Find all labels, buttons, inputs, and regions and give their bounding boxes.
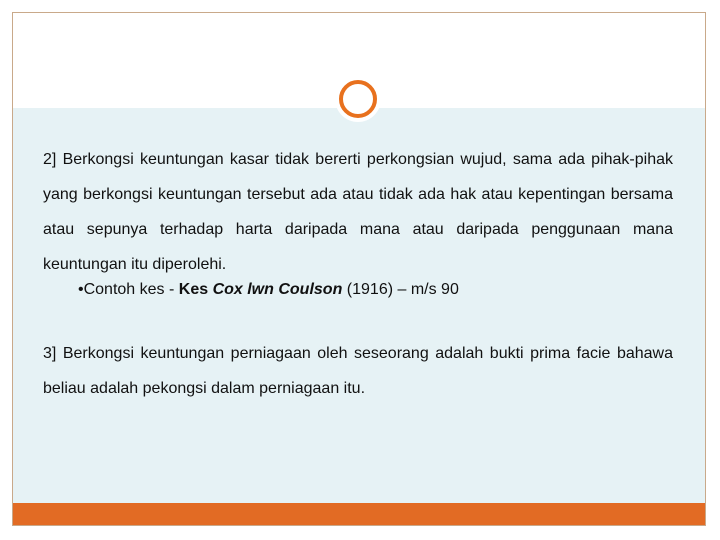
footer-accent-bar: [13, 503, 705, 525]
bullet-suffix: (1916) – m/s 90: [342, 281, 459, 298]
paragraph-2: 2] Berkongsi keuntungan kasar tidak bererti perkongsian wujud, sama ada pihak-pihak yang berkongsi keuntungan tersebut ada atau tidak ada hak atau kepentingan bersama atau sepunya terhadap harta daripada mana atau daripada penggunaan mana keuntungan itu diperolehi.: [43, 151, 673, 273]
paragraph-3: 3] Berkongsi keuntungan perniagaan oleh seseorang adalah bukti prima facie bahawa beliau adalah pekongsi dalam perniagaan itu.: [43, 345, 673, 397]
bullet-prefix: •Contoh kes -: [78, 281, 179, 298]
bullet-kes-label: Kes: [178, 281, 213, 298]
bullet-case-example: [78, 272, 459, 307]
case-name: Cox lwn Coulson: [212, 281, 343, 298]
circle-ornament: [339, 80, 377, 118]
